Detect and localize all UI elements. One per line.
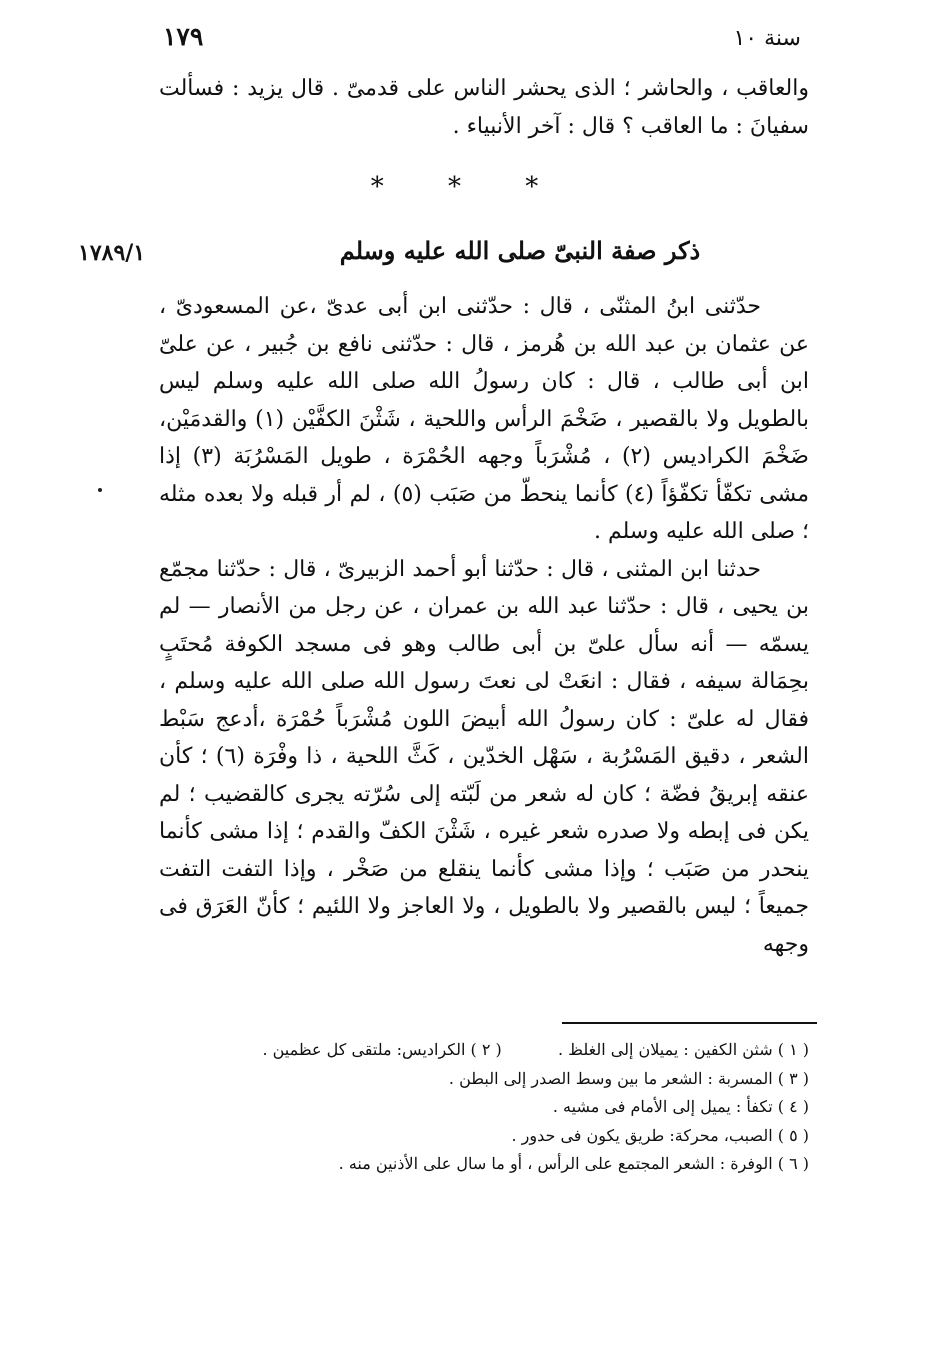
- footnote-number: ( ٣ ): [777, 1068, 809, 1088]
- footnote-text: الوفرة : الشعر المجتمع على الرأس ، أو ما سال على الأذنين منه .: [338, 1154, 773, 1173]
- section-separator: * * *: [370, 172, 567, 202]
- continuation-text: [159, 70, 809, 145]
- print-speck: [98, 488, 102, 492]
- footnote-text: الكراديس: ملتقى كل عظمين .: [262, 1040, 466, 1059]
- footnote-text: تكفأ : يميل إلى الأمام فى مشيه .: [552, 1097, 773, 1116]
- footnote: [159, 1150, 809, 1179]
- continuation-line: والعاقب ، والحاشر ؛ الذى يحشر الناس على قدمىّ . قال يزيد : فسألت: [159, 76, 809, 101]
- footnote-text: شثن الكفين : يميلان إلى الغلظ .: [557, 1040, 773, 1059]
- section-title: ذكر صفة النبىّ صلى الله عليه وسلم: [339, 236, 701, 265]
- footnote: [159, 1093, 809, 1122]
- footnote-number: ( ٤ ): [777, 1097, 809, 1116]
- main-text: [159, 288, 809, 963]
- running-head: سنة ١٠: [733, 26, 801, 51]
- footnote-number: ( ٥ ): [777, 1125, 809, 1145]
- footnote-number: ( ١ ): [777, 1040, 809, 1059]
- footnote: [159, 1065, 809, 1094]
- continuation-line: سفيانَ : ما العاقب ؟ قال : آخر الأنبياء .: [452, 113, 809, 139]
- footnote-number: ( ٢ ): [470, 1040, 502, 1059]
- paragraph: حدّثنى ابنُ المثنّى ، قال : حدّثنى ابن أبى عدىّ ،عن المسعودىّ ، عن عثمان بن عبد الله بن هُرمز ، قال : حدّثنى نافع بن جُبير ، عن علىّ ابن أبى طالب ، قال : كان رسولُ الله صلى الله عليه وسلم ليس بالطويل ولا بالقصير ، ضَخْمَ الرأس واللحية ، شَثْنَ الكفَّيْن (١) والقدمَيْن، ضَخْمَ الكراديس (٢) ، مُشْرَباً وجهه الحُمْرَة ، طويل المَسْرُبَة (٣) إذا مشى تكفّأ تكفّؤاً (٤) كأنما ينحطّ من صَبَب (٥) ، لم أر قبله ولا بعده مثله ؛ صلى الله عليه وسلم .: [159, 294, 810, 544]
- footnote: [159, 1122, 809, 1151]
- footnote-text: المسربة : الشعر ما بين وسط الصدر إلى البطن .: [448, 1068, 773, 1088]
- page-number: ١٧٩: [163, 22, 204, 51]
- footnote: [159, 1036, 809, 1065]
- footnotes: [159, 1036, 809, 1179]
- footnote-number: ( ٦ ): [777, 1154, 809, 1173]
- entry-number: ١٧٨٩/١: [78, 240, 146, 266]
- footnote-text: الصبب، محركة: طريق يكون فى حدور .: [511, 1125, 773, 1145]
- paragraph: حدثنا ابن المثنى ، قال : حدّثنا أبو أحمد الزبيرىّ ، قال : حدّثنا مجمّع بن يحيى ، قال : حدّثنا عبد الله بن عمران ، عن رجل من الأنصار — لم يسمّه — أنه سأل علىّ بن أبى طالب وهو فى مسجد الكوفة مُحتَبٍ بحِمَالة سيفه ، فقال : انعَتْ لى نعتَ رسول الله صلى الله عليه وسلم ، فقال له علىّ : كان رسولُ الله أبيضَ اللون مُشْرَباً حُمْرَة ،أدعج سَبْط الشعر ، دقيق المَسْرُبة ، سَهْل الخدّين ، كَثَّ اللحية ، ذا وفْرَة (٦) ؛ كأن عنقه إبريقُ فضّة ؛ كان له شعر من لَبّته إلى سُرّته يجرى كالقضيب ؛ لم يكن فى إبطه ولا صدره شعر غيره ، شَثْنَ الكفّ والقدم ؛ إذا مشى كأنما ينحدر من صَبَب ؛ وإذا مشى كأنما ينقلع من صَخْر ، وإذا التفت التفت جميعاً ؛ ليس بالقصير ولا بالطويل ، ولا العاجز ولا اللئيم ؛ كأنّ العَرَق فى وجهه: [159, 556, 809, 957]
- footnote-rule: [562, 1022, 817, 1024]
